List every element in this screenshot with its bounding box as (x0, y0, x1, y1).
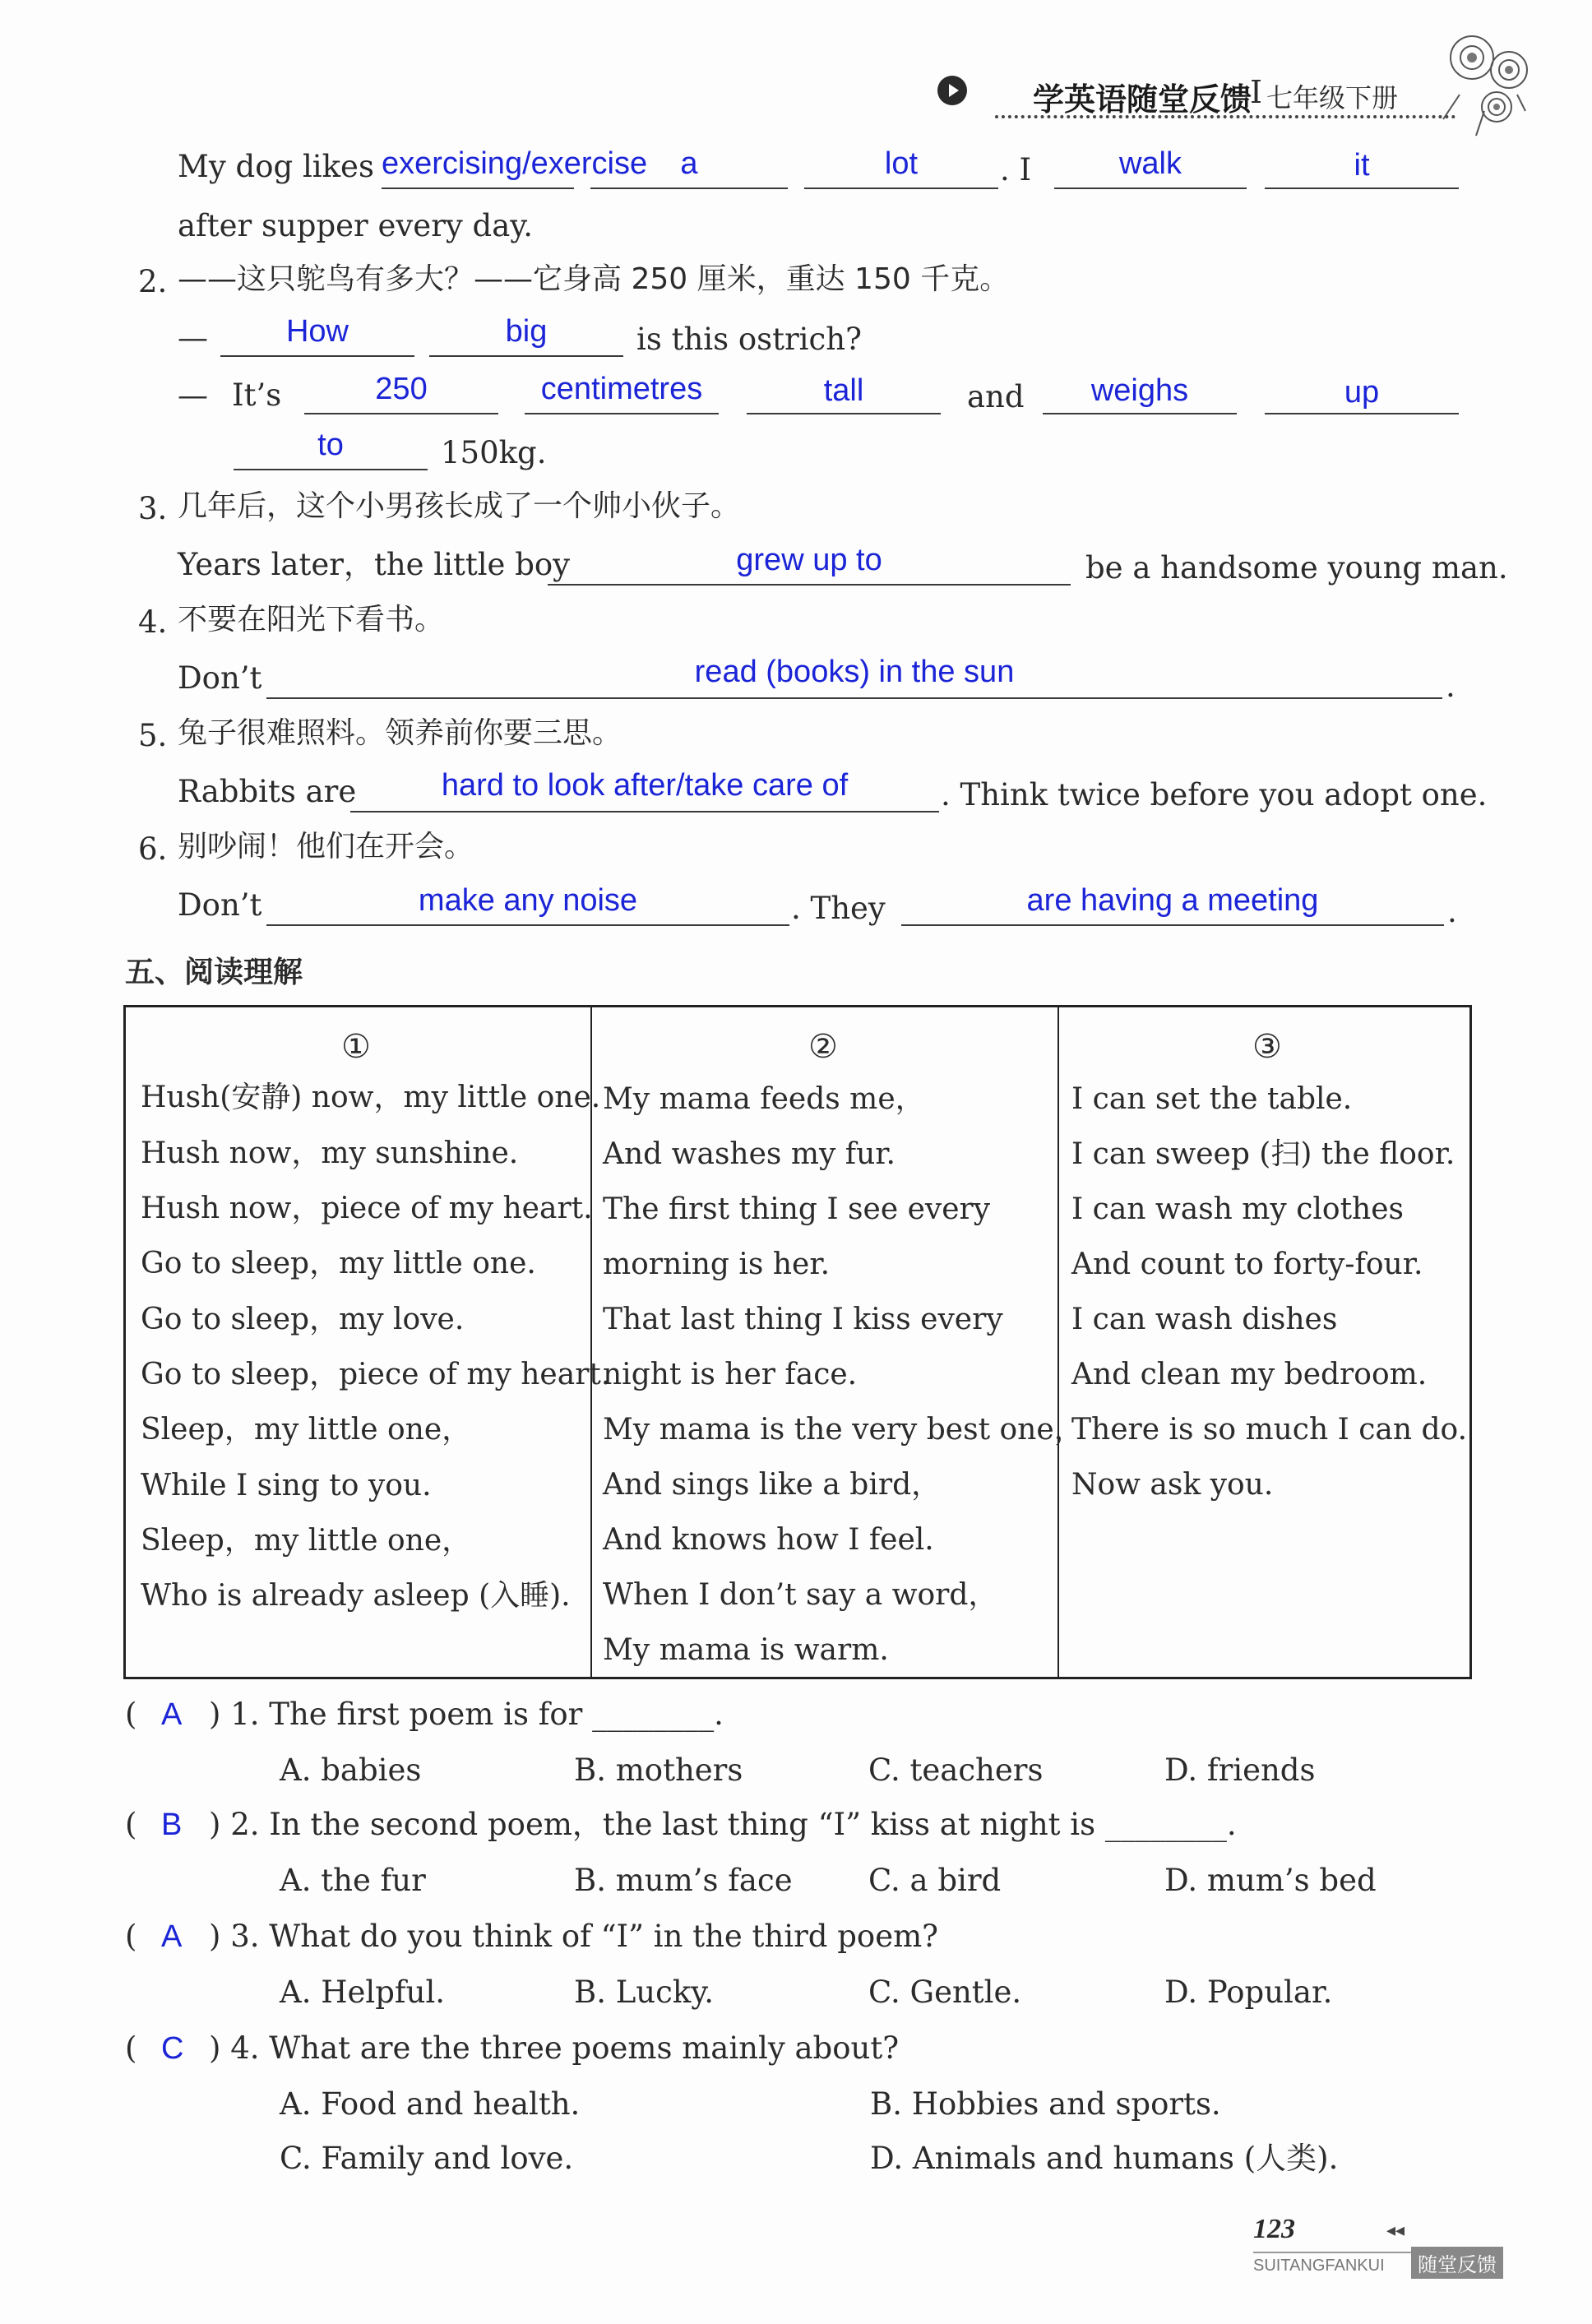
question-1-option[interactable]: D. friends (1164, 1752, 1316, 1788)
question-2-option[interactable]: A. the fur (280, 1863, 426, 1898)
q6-number: 6. (138, 831, 168, 867)
poem-1-line: Go to sleep，my little one. (141, 1247, 536, 1280)
poem-2-line: That last thing I kiss every (603, 1303, 1003, 1336)
q2-blank-3[interactable] (304, 413, 498, 414)
q1-tail: after supper every day. (178, 208, 534, 243)
q4-number: 4. (138, 604, 168, 640)
question-4-open-paren: ( (125, 2030, 137, 2066)
q2-its: It’s (232, 377, 282, 413)
poem-3-line: And count to forty-four. (1071, 1248, 1423, 1281)
q2-tail-2: 150kg. (441, 435, 547, 470)
q5-answer: hard to look after/take care of (441, 768, 849, 803)
q2-answer-3: 250 (375, 372, 428, 406)
q2-blank-6[interactable] (1043, 413, 1237, 414)
footer-brand-zh: 随堂反馈 (1411, 2247, 1503, 2279)
q2-blank-5[interactable] (747, 413, 941, 414)
question-1-option[interactable]: B. mothers (574, 1752, 743, 1788)
question-2-answer: B (161, 1808, 183, 1842)
question-3-open-paren: ( (125, 1919, 137, 1954)
q2-blank-4[interactable] (525, 413, 719, 414)
q3-answer: grew up to (736, 543, 882, 577)
column-divider-2 (1057, 1007, 1059, 1677)
poem-1-line: Who is already asleep (入睡). (141, 1579, 571, 1613)
q3-tail: be a handsome young man. (1085, 550, 1508, 586)
poem-2-line: And knows how I feel. (603, 1523, 934, 1557)
q6-mid: . They (791, 891, 886, 926)
q2-tail-1: is this ostrich? (636, 322, 862, 357)
q6-prefix: Don’t (178, 887, 262, 923)
question-2-option[interactable]: C. a bird (868, 1863, 1002, 1898)
q1-mid: . I (1000, 152, 1032, 187)
question-3-option[interactable]: B. Lucky. (574, 1974, 715, 2010)
question-4-answer: C (161, 2031, 184, 2066)
q6-blank-1[interactable] (266, 924, 789, 926)
grade-label: 七年级下册 (1266, 82, 1399, 113)
q2-and: and (967, 379, 1025, 414)
page-number: 123 (1253, 2214, 1295, 2244)
question-4-option[interactable]: C. Family and love. (280, 2141, 574, 2176)
question-3-option[interactable]: D. Popular. (1164, 1974, 1333, 2010)
q1-answer-1: exercising/exercise (382, 146, 648, 181)
q1-blank-4[interactable] (1054, 187, 1247, 189)
q5-blank[interactable] (350, 811, 939, 812)
question-3-stem: ) 3. What do you think of “I” in the third poem? (209, 1919, 939, 1954)
poem-1-line: Hush now，piece of my heart. (141, 1192, 593, 1225)
poem-2-line: My mama is warm. (603, 1633, 889, 1667)
q1-blank-3[interactable] (804, 187, 998, 189)
section5-title: 五、阅读理解 (125, 956, 303, 989)
q2-answer-1: How (285, 314, 349, 349)
q4-prefix: Don’t (178, 660, 262, 696)
question-2-open-paren: ( (125, 1807, 137, 1842)
page-arrows: ◂◂ (1386, 2220, 1405, 2241)
q3-prefix: Years later，the little boy (178, 547, 571, 582)
question-4-option[interactable]: B. Hobbies and sports. (870, 2086, 1221, 2122)
q5-number: 5. (138, 718, 168, 753)
q3-chinese: 几年后，这个小男孩长成了一个帅小伙子。 (178, 489, 741, 523)
poem-1-line: Sleep，my little one， (141, 1524, 472, 1558)
q4-answer: read (books) in the sun (694, 655, 1015, 689)
poem-2-mark: ② (808, 1028, 838, 1066)
q2-answer-2: big (505, 314, 548, 349)
poem-3-mark: ③ (1252, 1028, 1282, 1066)
question-1-option[interactable]: C. teachers (868, 1752, 1044, 1788)
q2-blank-1[interactable] (220, 355, 414, 357)
q1-answer-4: walk (1118, 146, 1182, 181)
footer-brand-pinyin: SUITANGFANKUI (1253, 2257, 1385, 2275)
q2-number: 2. (138, 264, 168, 299)
q2-dash-1: — (178, 320, 208, 355)
q1-prefix: My dog likes (178, 149, 374, 184)
question-2-stem: ) 2. In the second poem，the last thing “I” kiss at night is ________. (209, 1807, 1237, 1842)
play-icon (937, 76, 967, 105)
q1-blank-5[interactable] (1265, 187, 1459, 189)
question-4-option[interactable]: D. Animals and humans (人类). (870, 2141, 1339, 2176)
q4-blank[interactable] (266, 697, 1442, 699)
poem-2-line: My mama is the very best one， (603, 1413, 1084, 1447)
q2-blank-7[interactable] (1265, 413, 1459, 414)
q2-answer-4: centimetres (540, 372, 703, 406)
poem-2-line: My mama feeds me， (603, 1082, 925, 1116)
question-1-open-paren: ( (125, 1697, 137, 1732)
q6-answer-1: make any noise (418, 883, 638, 918)
q1-answer-5: it (1354, 148, 1370, 183)
question-3-option[interactable]: C. Gentle. (868, 1974, 1022, 2010)
book-title: 学英语随堂反馈 (1033, 81, 1252, 118)
question-1-option[interactable]: A. babies (280, 1752, 422, 1788)
poem-3-line: I can set the table. (1071, 1082, 1353, 1116)
poem-2-line: When I don’t say a word， (603, 1578, 998, 1612)
q2-answer-7: up (1344, 375, 1380, 410)
q1-answer-2: a (680, 146, 698, 181)
q1-answer-3: lot (884, 146, 919, 181)
poem-1-line: While I sing to you. (141, 1469, 432, 1502)
q6-tail: . (1447, 894, 1457, 929)
title-divider: I (1250, 74, 1263, 110)
question-1-stem: ) 1. The first poem is for ________. (209, 1697, 724, 1732)
question-4-option[interactable]: A. Food and health. (280, 2086, 581, 2122)
q2-answer-6: weighs (1090, 373, 1189, 408)
q3-number: 3. (138, 491, 168, 526)
poem-1-line: Hush now，my sunshine. (141, 1137, 519, 1170)
poem-2-line: The first thing I see every (603, 1192, 991, 1226)
q2-answer-8: to (317, 428, 344, 462)
q5-prefix: Rabbits are (178, 774, 357, 809)
q3-blank[interactable] (548, 584, 1071, 586)
question-3-option[interactable]: A. Helpful. (280, 1974, 446, 2010)
poem-1-line: Hush(安静) now，my little one. (141, 1081, 601, 1114)
poem-table (123, 1005, 1472, 1679)
q6-blank-2[interactable] (901, 924, 1444, 926)
poem-3-line: I can sweep (扫) the floor. (1071, 1137, 1455, 1171)
q2-dash-2: — (178, 377, 208, 413)
poem-2-line: And washes my fur. (603, 1137, 896, 1171)
poem-1-line: Go to sleep，piece of my heart. (141, 1358, 611, 1391)
poem-3-line: I can wash dishes (1071, 1303, 1338, 1336)
q1-blank-2[interactable] (590, 187, 788, 189)
q1-blank-1[interactable] (382, 187, 574, 189)
poem-1-mark: ① (341, 1028, 371, 1066)
flower-decoration-icon (1427, 21, 1550, 144)
question-4-stem: ) 4. What are the three poems mainly about? (209, 2030, 900, 2066)
q2-blank-8[interactable] (234, 469, 428, 470)
poem-1-line: Go to sleep，my love. (141, 1303, 465, 1336)
q2-answer-5: tall (823, 373, 864, 408)
q4-chinese: 不要在阳光下看书。 (178, 603, 445, 637)
poem-2-line: morning is her. (603, 1248, 831, 1281)
q6-answer-2: are having a meeting (1026, 883, 1319, 918)
poem-3-line: There is so much I can do. (1071, 1413, 1468, 1447)
poem-2-line: And sings like a bird， (603, 1468, 942, 1502)
q5-chinese: 兔子很难照料。领养前你要三思。 (178, 716, 622, 750)
q4-tail: . (1446, 669, 1455, 704)
poem-3-line: I can wash my clothes (1071, 1192, 1404, 1226)
q6-chinese: 别吵闹！他们在开会。 (178, 830, 474, 863)
question-2-option[interactable]: B. mum’s face (574, 1863, 793, 1898)
poem-1-line: Sleep，my little one， (141, 1413, 472, 1447)
poem-2-line: night is her face. (603, 1358, 858, 1391)
poem-3-line: Now ask you. (1071, 1468, 1274, 1502)
question-3-answer: A (161, 1919, 183, 1954)
poem-3-line: And clean my bedroom. (1071, 1358, 1428, 1391)
header-dotted-rule (995, 115, 1455, 118)
q5-tail: . Think twice before you adopt one. (941, 777, 1488, 812)
question-2-option[interactable]: D. mum’s bed (1164, 1863, 1377, 1898)
question-1-answer: A (161, 1697, 183, 1732)
q2-chinese: ——这只鸵鸟有多大？——它身高 250 厘米，重达 150 千克。 (178, 262, 1010, 296)
q2-blank-2[interactable] (429, 355, 623, 357)
